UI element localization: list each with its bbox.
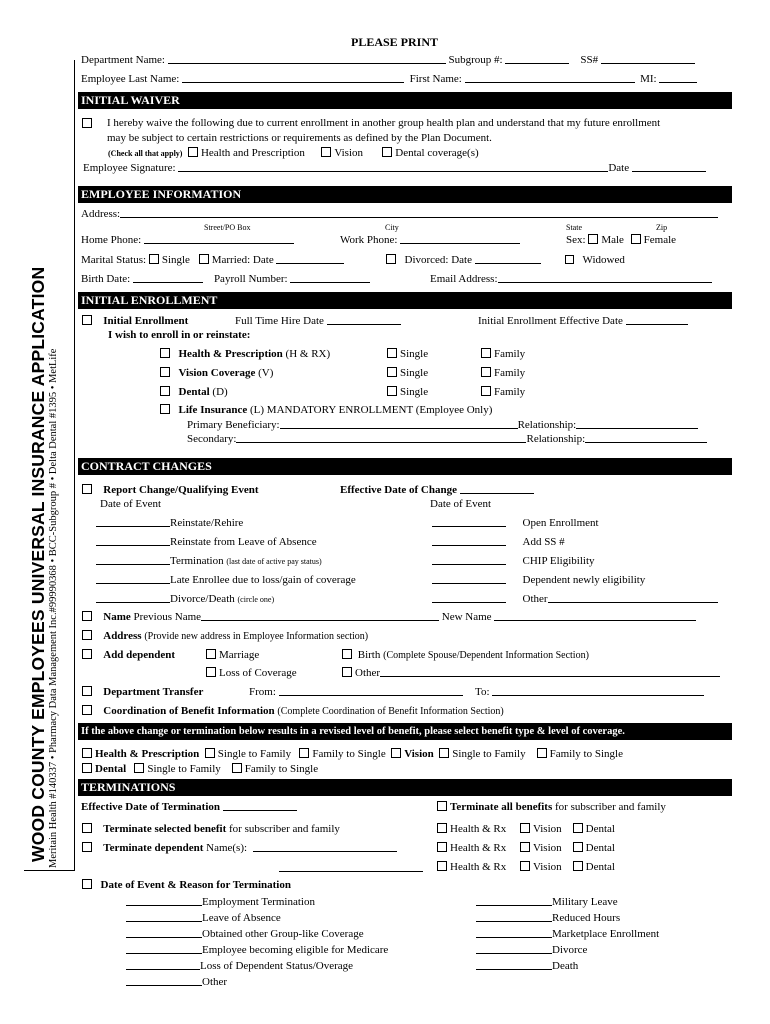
enroll-dental-checkbox[interactable] [160,386,170,396]
primary-beneficiary-field[interactable] [280,428,518,429]
name-row: Employee Last Name: First Name: MI: [81,73,697,85]
termination-date-field[interactable] [223,810,297,811]
enroll-dental-row: Dental (D) [160,386,228,398]
dependent-names-field-2[interactable] [279,871,423,872]
dental-family-checkbox[interactable] [481,386,491,396]
notice-vision-checkbox[interactable] [391,748,401,758]
bar-benefit-level-notice: If the above change or termination below results in a revised level of benefit, please select benefit type & level of coverage. [78,723,732,740]
term-left-5: Other [126,976,227,988]
contract-right-1: Add SS # [432,536,565,548]
waiver-checkbox[interactable] [82,118,92,128]
health-s2f-checkbox[interactable] [205,748,215,758]
add-dependent-checkbox[interactable] [82,649,92,659]
dept-transfer-row: Department Transfer [82,686,203,698]
health-single-checkbox[interactable] [387,348,397,358]
term-vision-3[interactable] [520,861,530,871]
term-vision-2[interactable] [520,842,530,852]
home-phone-field[interactable] [144,243,294,244]
dental-s2f-checkbox[interactable] [134,763,144,773]
report-change-checkbox[interactable] [82,484,92,494]
hire-date-field[interactable] [327,324,401,325]
term-left-4: Loss of Dependent Status/Overage [126,960,353,972]
vision-single-checkbox[interactable] [387,367,397,377]
bar-initial-enrollment: INITIAL ENROLLMENT [78,292,732,309]
term-vision-1[interactable] [520,823,530,833]
enroll-life-checkbox[interactable] [160,404,170,414]
enroll-vision-row: Vision Coverage (V) [160,367,273,379]
terminate-all-checkbox[interactable] [437,801,447,811]
waiver-text-1: I hereby waive the following due to current enrollment in another group health plan and understand that my future enrollment [107,117,661,129]
term-right-2: Marketplace Enrollment [476,928,659,940]
single-checkbox[interactable] [149,254,159,264]
address-change-row: Address (Provide new address in Employee Information section) [82,630,368,642]
email-field[interactable] [498,282,712,283]
waiver-health-checkbox[interactable] [188,147,198,157]
effective-change-field[interactable] [460,493,534,494]
term-left-2: Obtained other Group-like Coverage [126,928,364,940]
bar-terminations: TERMINATIONS [78,779,732,796]
contract-left-0: Reinstate/Rehire [96,517,243,529]
address-field[interactable] [120,217,718,218]
notice-dental-checkbox[interactable] [82,763,92,773]
contract-left-3: Late Enrollee due to loss/gain of coverage [96,574,356,586]
waiver-options: (Check all that apply) Health and Prescription Vision Dental coverage(s) [108,147,479,159]
term-dental-2[interactable] [573,842,583,852]
enroll-health-row: Health & Prescription (H & RX) [160,348,330,360]
mi-field[interactable] [659,82,697,83]
term-hrx-3[interactable] [437,861,447,871]
vision-family-checkbox[interactable] [481,367,491,377]
enroll-vision-checkbox[interactable] [160,367,170,377]
contract-left-2: Termination (last date of active pay status) [96,555,322,567]
terminate-selected-checkbox[interactable] [82,823,92,833]
term-left-0: Employment Termination [126,896,315,908]
cob-checkbox[interactable] [82,705,92,715]
bar-contract-changes: CONTRACT CHANGES [78,458,732,475]
city-caption: City [385,223,399,232]
street-caption: Street/PO Box [204,223,251,232]
enroll-health-checkbox[interactable] [160,348,170,358]
transfer-to-field[interactable] [492,695,704,696]
term-hrx-1[interactable] [437,823,447,833]
birth-checkbox[interactable] [342,649,352,659]
divorced-date-field[interactable] [475,263,541,264]
waiver-text-2: may be subject to certain restrictions or requirements as defined by the Plan Document. [107,132,492,144]
primary-relationship-field[interactable] [576,428,698,429]
dependent-names-field[interactable] [253,851,397,852]
widowed-checkbox[interactable] [565,255,574,264]
first-name-field[interactable] [465,82,635,83]
term-dental-3[interactable] [573,861,583,871]
secondary-row: Secondary: Relationship: [187,433,707,445]
form-title: WOOD COUNTY EMPLOYEES UNIVERSAL INSURANCE APPLICATION [28,266,48,862]
health-family-checkbox[interactable] [481,348,491,358]
female-checkbox[interactable] [631,234,641,244]
term-row-2: Health & Rx Vision Dental [437,842,615,854]
health-f2s-checkbox[interactable] [299,748,309,758]
carrier-list: Meritain Health #140337 • Pharmacy Data Management Inc.#99990368 • BCC-Subgroup # • Delta Dental #1395 • MetLife [48,348,59,868]
reason-checkbox[interactable] [82,879,92,889]
bar-employee-information: EMPLOYEE INFORMATION [78,186,732,203]
contract-left-4: Divorce/Death (circle one) [96,593,274,605]
vision-s2f-checkbox[interactable] [439,748,449,758]
enroll-effective-field[interactable] [626,324,688,325]
birth-date-field[interactable] [133,282,203,283]
other-dependent-checkbox[interactable] [342,667,352,677]
signature-date-field[interactable] [632,171,706,172]
divorced-checkbox[interactable] [386,254,396,264]
initial-enrollment-checkbox[interactable] [82,315,92,325]
contract-right-3: Dependent newly eligibility [432,574,645,586]
secondary-relationship-field[interactable] [585,442,707,443]
married-date-field[interactable] [276,263,344,264]
phone-row: Home Phone: [81,234,294,246]
enroll-life-row: Life Insurance (L) MANDATORY ENROLLMENT (Employee Only) [160,404,492,416]
notice-row-2: Dental Single to Family Family to Single [82,763,318,775]
add-dependent-row: Add dependent [82,649,175,661]
please-print: PLEASE PRINT [351,35,439,49]
address-change-checkbox[interactable] [82,630,92,640]
term-hrx-2[interactable] [437,842,447,852]
date-event-right: Date of Event [430,498,492,510]
address-row: Address: [81,208,718,220]
dental-single-checkbox[interactable] [387,386,397,396]
primary-row: Primary Beneficiary: Relationship: [187,419,698,431]
loss-coverage-checkbox[interactable] [206,667,216,677]
married-checkbox[interactable] [199,254,209,264]
term-right-3: Divorce [476,944,587,956]
term-left-3: Employee becoming eligible for Medicare [126,944,388,956]
name-change-checkbox[interactable] [82,611,92,621]
notice-health-checkbox[interactable] [82,748,92,758]
notice-row-1: Health & Prescription Single to Family Family to Single Vision Single to Family Family to Single [82,748,623,760]
terminate-dependent-checkbox[interactable] [82,842,92,852]
name-change-row: Name Previous Name New Name [82,611,696,623]
work-phone-field[interactable] [400,243,520,244]
secondary-beneficiary-field[interactable] [236,442,526,443]
term-row-1: Health & Rx Vision Dental [437,823,615,835]
term-dental-1[interactable] [573,823,583,833]
state-caption: State [566,223,582,232]
signature-row: Employee Signature: Date [83,162,706,174]
dept-row: Department Name: Subgroup #: SS# [81,54,695,66]
dept-transfer-checkbox[interactable] [82,686,92,696]
male-checkbox[interactable] [588,234,598,244]
subgroup-field[interactable] [505,63,569,64]
waiver-dental-checkbox[interactable] [382,147,392,157]
contract-right-4: Other [432,593,718,605]
birth-row: Birth Date: Payroll Number: [81,273,370,285]
new-name-field[interactable] [494,620,696,621]
contract-right-2: CHIP Eligibility [432,555,595,567]
dental-f2s-checkbox[interactable] [232,763,242,773]
marriage-checkbox[interactable] [206,649,216,659]
wish-heading: I wish to enroll in or reinstate: [108,329,251,341]
date-event-left: Date of Event [100,498,162,510]
last-name-field[interactable] [182,82,404,83]
term-right-4: Death [476,960,578,972]
marital-row: Marital Status: Single Married: Date [81,254,344,266]
vision-f2s-checkbox[interactable] [537,748,547,758]
contract-right-0: Open Enrollment [432,517,599,529]
payroll-field[interactable] [290,282,370,283]
transfer-from-field[interactable] [279,695,463,696]
previous-name-field[interactable] [201,620,439,621]
ss-field[interactable] [601,63,695,64]
term-row-3: Health & Rx Vision Dental [437,861,615,873]
dept-field[interactable] [168,63,446,64]
cob-row: Coordination of Benefit Information (Complete Coordination of Benefit Information Section) [82,705,504,717]
term-right-1: Reduced Hours [476,912,620,924]
waiver-vision-checkbox[interactable] [321,147,331,157]
term-right-0: Military Leave [476,896,618,908]
term-left-1: Leave of Absence [126,912,281,924]
zip-caption: Zip [656,223,668,232]
signature-field[interactable] [178,171,608,172]
contract-left-1: Reinstate from Leave of Absence [96,536,317,548]
bar-initial-waiver: INITIAL WAIVER [78,92,732,109]
